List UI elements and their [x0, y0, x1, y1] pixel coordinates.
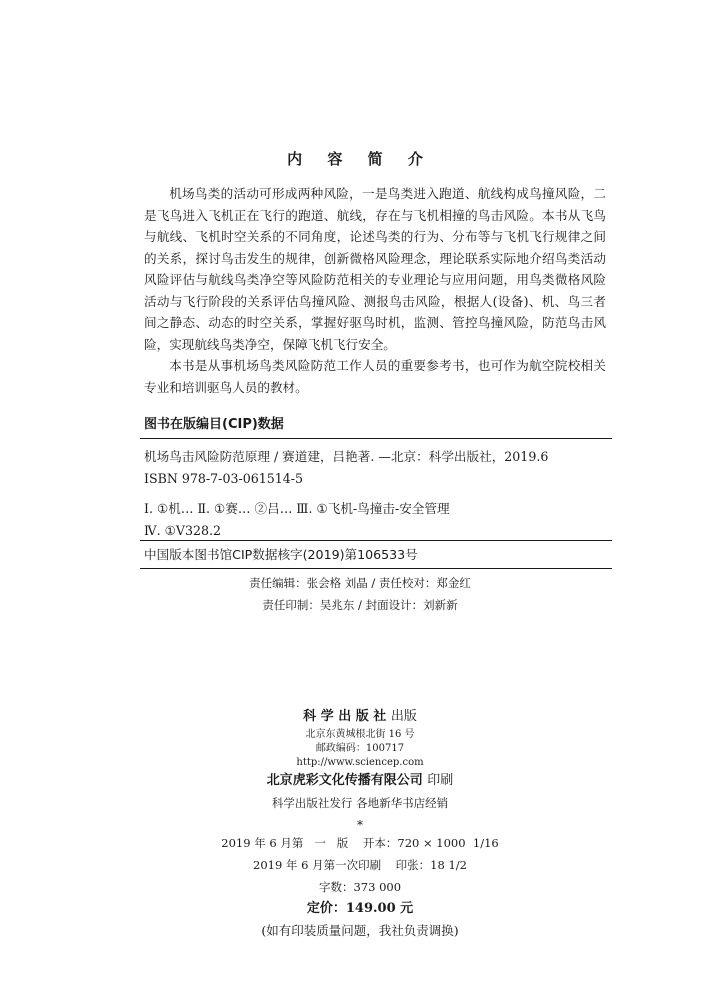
cip-data — [144, 446, 610, 542]
word-count: 字数：373 000 — [318, 880, 402, 894]
distribution-line: 科学出版社发行 各地新华书店经销 — [271, 796, 449, 810]
publisher-name: 科 学 出 版 社 — [303, 709, 387, 724]
edition-line: 2019 年 6 月第 一 版 开本：720 × 1000 1/16 — [221, 836, 499, 850]
price: 定价：149.00 元 — [306, 901, 414, 916]
cip-bottom-rule — [140, 568, 612, 569]
cip-number: 中国版本图书馆CIP数据核字(2019)第106533号 — [144, 547, 418, 562]
publisher-address: 北京东黄城根北街 16 号 — [305, 729, 415, 740]
printer-suffix: 印刷 — [427, 773, 454, 788]
publisher-name-line — [0, 706, 720, 728]
printing-line: 2019 年 6 月第一次印刷 印张：18 1/2 — [253, 858, 467, 872]
publisher-postcode: 邮政编码：100717 — [315, 743, 405, 754]
publisher-website: http://www.sciencep.com — [296, 757, 424, 768]
cip-title: 图书在版编目(CIP)数据 — [144, 417, 284, 432]
cip-top-rule — [140, 438, 612, 439]
credits — [0, 572, 720, 616]
printer-name: 北京虎彩文化传播有限公司 — [266, 773, 423, 788]
cip-classification-line: Ⅳ. ①V328.2 — [144, 523, 222, 538]
summary-paragraph-2: 本书是从事机场鸟类风险防范工作人员的重要参考书，也可作为航空院校相关专业和培训驱鸟人员的教材。 — [144, 358, 606, 395]
quality-note: (如有印装质量问题，我社负责调换) — [261, 923, 459, 938]
cip-middle-rule — [140, 540, 612, 541]
credits-production: 责任印制：吴兆东 / 封面设计：刘新新 — [262, 598, 458, 612]
credits-editors: 责任编辑：张会格 刘晶 / 责任校对：郑金红 — [249, 576, 471, 590]
summary-title: 内 容 简 介 — [287, 150, 433, 168]
cip-bibliographic-line: 机场鸟击风险防范原理 / 赛道建，吕艳著. —北京：科学出版社，2019.6 — [144, 449, 549, 464]
printer-line — [0, 770, 720, 792]
summary-paragraph-1: 机场鸟类的活动可形成两种风险，一是鸟类进入跑道、航线构成鸟撞风险，二是飞鸟进入飞机正在飞行的跑道、航线，存在与飞机相撞的鸟击风险。本书从飞鸟与航线、飞机时空关系的不同角度，论述鸟类的行为、分布等与飞机飞行规律之间的关系，探讨鸟击发生的规律，创新微格风险理念，理论联系实际地介绍鸟类活动风险评估与航线鸟类净空等风险防范相关的专业理论与应用问题，用鸟类微格风险活动与飞行阶段的关系评估鸟撞风险、测报鸟击风险，根据人(设备)、机、鸟三者间之静态、动态的时空关系，掌握好驱鸟时机，监测、管控鸟撞风险，防范鸟击风险，实现航线鸟类净空，保障飞机飞行安全。 — [144, 186, 606, 352]
summary-body — [144, 183, 606, 398]
cip-subject-line: Ⅰ. ①机… Ⅱ. ①赛… ②吕… Ⅲ. ①飞机-鸟撞击-安全管理 — [144, 501, 450, 516]
publisher-name-suffix: 出版 — [390, 709, 417, 724]
separator-star: * — [357, 818, 363, 832]
publisher-info — [0, 706, 720, 942]
cip-isbn: ISBN 978-7-03-061514-5 — [144, 471, 304, 486]
